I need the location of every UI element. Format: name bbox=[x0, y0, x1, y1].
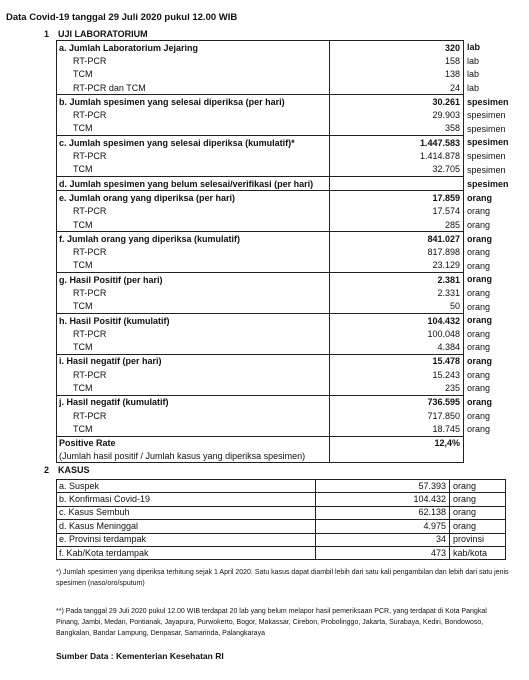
lab-row-unit: orang bbox=[467, 260, 491, 271]
lab-row bbox=[57, 381, 520, 395]
lab-row-label: d. Jumlah spesimen yang belum selesai/verifikasi (per hari) bbox=[57, 176, 330, 190]
lab-row-unit: spesimen bbox=[467, 178, 509, 189]
kasus-row-value: 62.138 bbox=[316, 506, 450, 519]
lab-row-label: RT-PCR bbox=[57, 409, 330, 422]
lab-row-unit: lab bbox=[467, 69, 480, 80]
lab-row bbox=[57, 422, 520, 436]
lab-row-value: 32.705 bbox=[330, 163, 464, 177]
section-1-heading bbox=[44, 29, 148, 39]
lab-row-unit: orang bbox=[467, 192, 493, 203]
lab-row bbox=[57, 41, 520, 55]
lab-row-label: TCM bbox=[57, 68, 330, 81]
footnote-specimen: *) Jumlah spesimen yang diperiksa terhitung sejak 1 April 2020. Satu kasus dapat diambil lebih dari satu kali pengambilan dan lebih dari satu jenis spesimen (naso/oro/sputum) bbox=[56, 569, 509, 587]
kasus-row-value: 34 bbox=[316, 533, 450, 546]
lab-row bbox=[57, 354, 520, 368]
lab-row-unit: spesimen bbox=[467, 110, 506, 121]
data-source: Sumber Data : Kementerian Kesehatan RI bbox=[56, 651, 224, 661]
lab-row-value: 158 bbox=[330, 54, 464, 67]
lab-row bbox=[57, 163, 520, 177]
lab-row-unit: spesimen bbox=[467, 96, 509, 107]
lab-row-value: 12,4% bbox=[330, 436, 464, 450]
lab-row-value: 30.261 bbox=[330, 95, 464, 109]
kasus-row-unit: provinsi bbox=[450, 533, 506, 546]
lab-row bbox=[57, 450, 520, 463]
lab-row-unit: lab bbox=[467, 42, 481, 53]
lab-row-unit: orang bbox=[467, 315, 493, 326]
lab-row-value: 841.027 bbox=[330, 232, 464, 246]
lab-row-label: TCM bbox=[57, 122, 330, 136]
lab-row-value: 2.331 bbox=[330, 286, 464, 299]
lab-row-unit: spesimen bbox=[467, 123, 506, 134]
lab-row-label: RT-PCR bbox=[57, 245, 330, 258]
lab-row-label: RT-PCR bbox=[57, 205, 330, 218]
section-2-number: 2 bbox=[44, 465, 50, 475]
lab-row-value: 23.129 bbox=[330, 259, 464, 273]
lab-row-unit: lab bbox=[467, 55, 480, 66]
lab-row-value: 285 bbox=[330, 218, 464, 232]
lab-row-value: 817.898 bbox=[330, 245, 464, 258]
kasus-row-unit: orang bbox=[450, 493, 506, 506]
lab-row-label: RT-PCR bbox=[57, 368, 330, 381]
lab-row-value: 736.595 bbox=[330, 395, 464, 409]
kasus-row-unit: orang bbox=[450, 520, 506, 533]
lab-row-value: 104.432 bbox=[330, 313, 464, 327]
lab-row-unit: orang bbox=[467, 328, 491, 339]
lab-row-label: RT-PCR bbox=[57, 327, 330, 340]
footnote-unreported-labs: **) Pada tanggal 29 Juli 2020 pukul 12.00 WIB terdapat 20 lab yang belum melapor hasil pemeriksaan PCR, yang terdapat di Kota Pangkal Pinang, Jambi, Medan, Pontianak, Jayapura, Purwokerto, Bogor, Makassar, Cirebon, Probolinggo, Jakarta, Surabaya, Kediri, Bondowoso, Bangkalan, Bandar Lampung, Denpasar, Samarinda, Palangkaraya bbox=[56, 608, 487, 637]
lab-row bbox=[57, 136, 520, 150]
kasus-row bbox=[57, 493, 506, 506]
lab-row bbox=[57, 286, 520, 299]
lab-row-unit: spesimen bbox=[467, 137, 509, 148]
document-title: Data Covid-19 tanggal 29 Juli 2020 pukul 12.00 WIB bbox=[6, 12, 238, 23]
lab-row bbox=[57, 176, 520, 190]
lab-row bbox=[57, 122, 520, 136]
lab-row bbox=[57, 341, 520, 355]
lab-row-unit: orang bbox=[467, 219, 491, 230]
kasus-row-value: 4.975 bbox=[316, 520, 450, 533]
lab-row-value: 15.243 bbox=[330, 368, 464, 381]
lab-row bbox=[57, 232, 520, 246]
lab-row-label: (Jumlah hasil positif / Jumlah kasus yang diperiksa spesimen) bbox=[57, 450, 330, 463]
kasus-row-label: b. Konfirmasi Covid-19 bbox=[57, 493, 316, 506]
lab-row-value: 100.048 bbox=[330, 327, 464, 340]
lab-row-unit: orang bbox=[467, 369, 491, 380]
lab-row-value: 138 bbox=[330, 68, 464, 81]
lab-table bbox=[56, 40, 520, 463]
lab-row bbox=[57, 300, 520, 314]
kasus-row-value: 57.393 bbox=[316, 480, 450, 493]
lab-row-label: RT-PCR dan TCM bbox=[57, 81, 330, 95]
lab-row-value: 17.859 bbox=[330, 191, 464, 205]
lab-row-unit: orang bbox=[467, 356, 493, 367]
lab-row bbox=[57, 273, 520, 287]
lab-row-label: f. Jumlah orang yang diperiksa (kumulatif) bbox=[57, 232, 330, 246]
lab-row-unit: orang bbox=[467, 342, 491, 353]
lab-row-value: 717.850 bbox=[330, 409, 464, 422]
lab-row-value: 29.903 bbox=[330, 108, 464, 121]
lab-row-value: 1.414.878 bbox=[330, 149, 464, 162]
lab-row-value bbox=[330, 176, 464, 190]
lab-row-unit bbox=[464, 450, 520, 463]
lab-row bbox=[57, 218, 520, 232]
lab-row bbox=[57, 108, 520, 121]
lab-row-unit: orang bbox=[467, 206, 491, 217]
lab-row-label: c. Jumlah spesimen yang selesai diperiksa (kumulatif)* bbox=[57, 136, 330, 150]
section-2-heading bbox=[44, 465, 90, 475]
lab-row-unit: orang bbox=[467, 383, 491, 394]
kasus-row-label: f. Kab/Kota terdampak bbox=[57, 546, 316, 559]
lab-row-label: RT-PCR bbox=[57, 108, 330, 121]
lab-row-value: 50 bbox=[330, 300, 464, 314]
lab-row bbox=[57, 259, 520, 273]
lab-row-value: 18.745 bbox=[330, 422, 464, 436]
lab-row-label: a. Jumlah Laboratorium Jejaring bbox=[57, 41, 330, 55]
lab-row-unit: orang bbox=[467, 274, 493, 285]
kasus-row bbox=[57, 520, 506, 533]
lab-row-label: TCM bbox=[57, 218, 330, 232]
lab-row-value: 320 bbox=[330, 41, 464, 55]
lab-row-label: j. Hasil negatif (kumulatif) bbox=[57, 395, 330, 409]
lab-row-value: 24 bbox=[330, 81, 464, 95]
lab-row-value: 358 bbox=[330, 122, 464, 136]
lab-row-label: TCM bbox=[57, 341, 330, 355]
lab-row-value: 235 bbox=[330, 381, 464, 395]
lab-row-label: TCM bbox=[57, 381, 330, 395]
kasus-row-label: c. Kasus Sembuh bbox=[57, 506, 316, 519]
lab-row-unit: spesimen bbox=[467, 164, 506, 175]
lab-row-value: 4.384 bbox=[330, 341, 464, 355]
kasus-row bbox=[57, 480, 506, 493]
kasus-row-unit: orang bbox=[450, 506, 506, 519]
lab-row-label: RT-PCR bbox=[57, 286, 330, 299]
lab-row bbox=[57, 81, 520, 95]
lab-row-unit: orang bbox=[467, 397, 493, 408]
lab-row-value: 1.447.583 bbox=[330, 136, 464, 150]
lab-row bbox=[57, 95, 520, 109]
kasus-row-label: d. Kasus Meninggal bbox=[57, 520, 316, 533]
lab-row-label: e. Jumlah orang yang diperiksa (per hari) bbox=[57, 191, 330, 205]
lab-row-label: i. Hasil negatif (per hari) bbox=[57, 354, 330, 368]
lab-row-value: 2.381 bbox=[330, 273, 464, 287]
lab-row bbox=[57, 68, 520, 81]
lab-row-label: h. Hasil Positif (kumulatif) bbox=[57, 313, 330, 327]
lab-row bbox=[57, 395, 520, 409]
lab-row-label: TCM bbox=[57, 163, 330, 177]
lab-row-unit: spesimen bbox=[467, 151, 506, 162]
kasus-row-label: a. Suspek bbox=[57, 480, 316, 493]
lab-row-label: TCM bbox=[57, 259, 330, 273]
lab-row bbox=[57, 368, 520, 381]
lab-row bbox=[57, 313, 520, 327]
section-1-number: 1 bbox=[44, 29, 50, 39]
kasus-row bbox=[57, 506, 506, 519]
section-1-label: UJI LABORATORIUM bbox=[58, 29, 148, 39]
lab-row-unit: orang bbox=[467, 301, 491, 312]
lab-row-value bbox=[330, 450, 464, 463]
kasus-row-value: 104.432 bbox=[316, 493, 450, 506]
lab-row bbox=[57, 205, 520, 218]
lab-row bbox=[57, 409, 520, 422]
kasus-row-value: 473 bbox=[316, 546, 450, 559]
lab-row-value: 15.478 bbox=[330, 354, 464, 368]
lab-row-label: b. Jumlah spesimen yang selesai diperiksa (per hari) bbox=[57, 95, 330, 109]
kasus-row-label: e. Provinsi terdampak bbox=[57, 533, 316, 546]
lab-row bbox=[57, 436, 520, 450]
lab-row bbox=[57, 245, 520, 258]
lab-row-unit: lab bbox=[467, 82, 480, 93]
lab-row bbox=[57, 149, 520, 162]
section-2-label: KASUS bbox=[58, 465, 90, 475]
kasus-row bbox=[57, 546, 506, 559]
lab-row bbox=[57, 327, 520, 340]
lab-row-unit: orang bbox=[467, 287, 491, 298]
kasus-table bbox=[56, 479, 506, 560]
lab-row bbox=[57, 191, 520, 205]
kasus-row-unit: orang bbox=[450, 480, 506, 493]
lab-row-value: 17.574 bbox=[330, 205, 464, 218]
lab-row-unit: orang bbox=[467, 424, 491, 435]
lab-row-label: Positive Rate bbox=[57, 436, 330, 450]
lab-row-unit: orang bbox=[467, 410, 491, 421]
kasus-row bbox=[57, 533, 506, 546]
lab-row-label: RT-PCR bbox=[57, 149, 330, 162]
lab-row-label: TCM bbox=[57, 422, 330, 436]
lab-row-label: TCM bbox=[57, 300, 330, 314]
lab-row-label: RT-PCR bbox=[57, 54, 330, 67]
lab-row-unit: orang bbox=[467, 233, 493, 244]
lab-row bbox=[57, 54, 520, 67]
lab-row-label: g. Hasil Positif (per hari) bbox=[57, 273, 330, 287]
kasus-row-unit: kab/kota bbox=[450, 546, 506, 559]
lab-row-unit bbox=[464, 436, 520, 450]
lab-row-unit: orang bbox=[467, 247, 491, 258]
